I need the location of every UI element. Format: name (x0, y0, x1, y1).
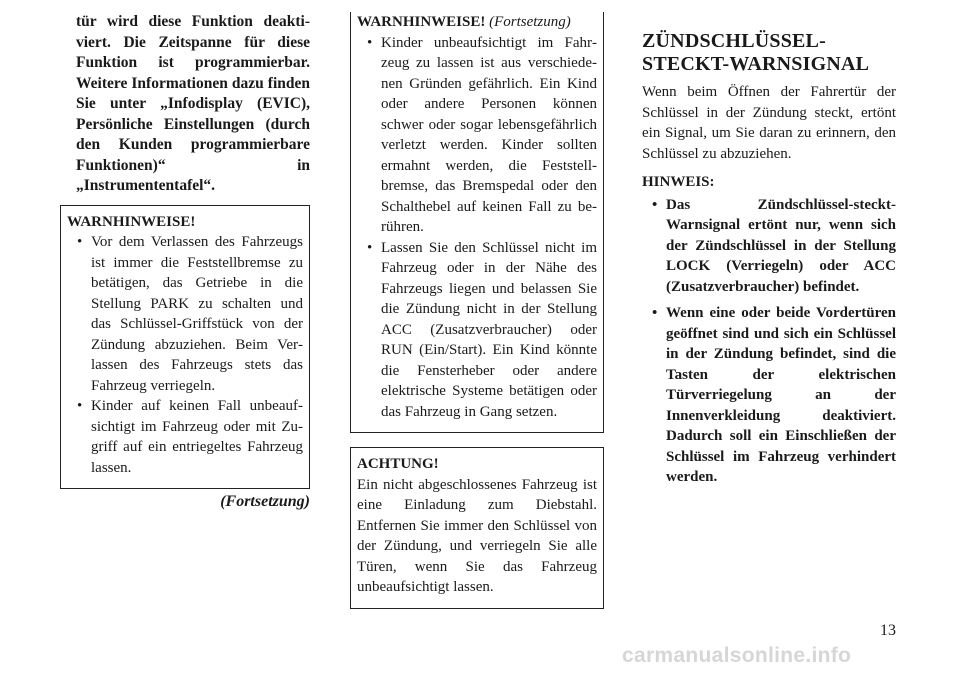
warning-list (357, 33, 597, 423)
caution-box (350, 447, 604, 609)
bullet-icon: • (77, 398, 83, 414)
warning-box-continued (350, 12, 604, 433)
intro-paragraph: tür wird diese Funktion deaktiviert. Die Zeitspanne für diese Funktion ist programmierbar. Weitere Informationen dazu finden Sie unter „Infodisplay (EVIC), Persönliche Einstellungen (durch den Kunden programmierbare Funktionen)“ in „Instrumententafel“. (76, 13, 310, 194)
caution-title: ACHTUNG! (357, 456, 439, 472)
note-list (642, 195, 896, 488)
list-item: • Vor dem Verlassen des Fahrzeugs ist immer die Feststellbremse zu betätigen, das Getriebe in die Stellung PARK zu schalten und das Schlüssel-Griffstück von der Zündung abzuziehen. Beim Verlassen des Fahrzeugs stets das Fahrzeug verriegeln. (77, 234, 303, 394)
column-right (642, 12, 896, 494)
warning-box (60, 205, 310, 490)
caution-text: Ein nicht abgeschlossenes Fahrzeug ist eine Einladung zum Diebstahl. Entfernen Sie immer den Schlüssel von der Zündung, und verriegeln Sie alle Türen, wenn Sie das Fahrzeug unbeaufsichtigt lassen. (357, 476, 597, 595)
page-number: 13 (880, 622, 896, 639)
bullet-icon: • (652, 305, 658, 321)
continued-label: (Fortsetzung) (220, 493, 310, 510)
bullet-icon: • (652, 196, 658, 213)
continued-label: (Fortsetzung) (489, 14, 571, 30)
list-item: • Kinder auf keinen Fall unbeaufsichtigt im Fahrzeug oder mit Zugriff auf ein entriegeltes Fahrzeug lassen. (77, 398, 303, 476)
section-body: Wenn beim Öffnen der Fahrertür der Schlüssel in der Zündung steckt, ertönt ein Signal, um Sie daran zu erinnern, den Schlüssel zu abzuziehen. (642, 84, 896, 162)
list-item: • Das Zündschlüssel-steckt-Warnsignal ertönt nur, wenn sich der Zündschlüssel in der Stellung LOCK (Verriegeln) oder ACC (Zusatzverbraucher) befindet. (652, 196, 896, 295)
note-title: HINWEIS: (642, 174, 715, 190)
list-item: • Wenn eine oder beide Vordertüren geöffnet sind und sich ein Schlüssel in der Zündung befindet, sind die Tasten der elektrischen Türverriegelung an der Innenverkleidung deaktiviert. Dadurch soll ein Einschließen der Schlüssel im Fahrzeug verhindert werden. (652, 305, 896, 485)
column-left (60, 12, 310, 511)
list-item: • Lassen Sie den Schlüssel nicht im Fahrzeug oder in der Nähe des Fahrzeugs liegen und belassen Sie die Zündung nicht in der Stellung ACC (Zusatzverbraucher) oder RUN (Ein/Start). Ein Kind könnte die Fensterheber oder andere elektrische Systeme betätigen oder das Fahrzeug in Gang setzen. (367, 239, 597, 420)
bullet-icon: • (367, 34, 373, 51)
section-heading: ZÜNDSCHLÜSSEL- STECKT-WARNSIGNAL (642, 30, 870, 75)
column-middle (350, 12, 604, 609)
bullet-icon: • (77, 234, 83, 250)
warning-list (67, 232, 303, 478)
list-item: • Kinder unbeaufsichtigt im Fahrzeug zu lassen ist aus verschiedenen Gründen gefährlich. Ein Kind oder andere Personen können schwer oder sogar lebensgefährlich verletzt werden. Kinder sollten ermahnt werden, die Feststellbremse, das Bremspedal oder den Schalthebel auf keinen Fall zu berühren. (367, 34, 597, 235)
watermark: carmanualsonline.info (622, 644, 852, 667)
warning-title: WARNHINWEISE! (Fortsetzung) (357, 14, 571, 30)
bullet-icon: • (367, 239, 373, 256)
warning-title: WARNHINWEISE! (67, 213, 196, 230)
